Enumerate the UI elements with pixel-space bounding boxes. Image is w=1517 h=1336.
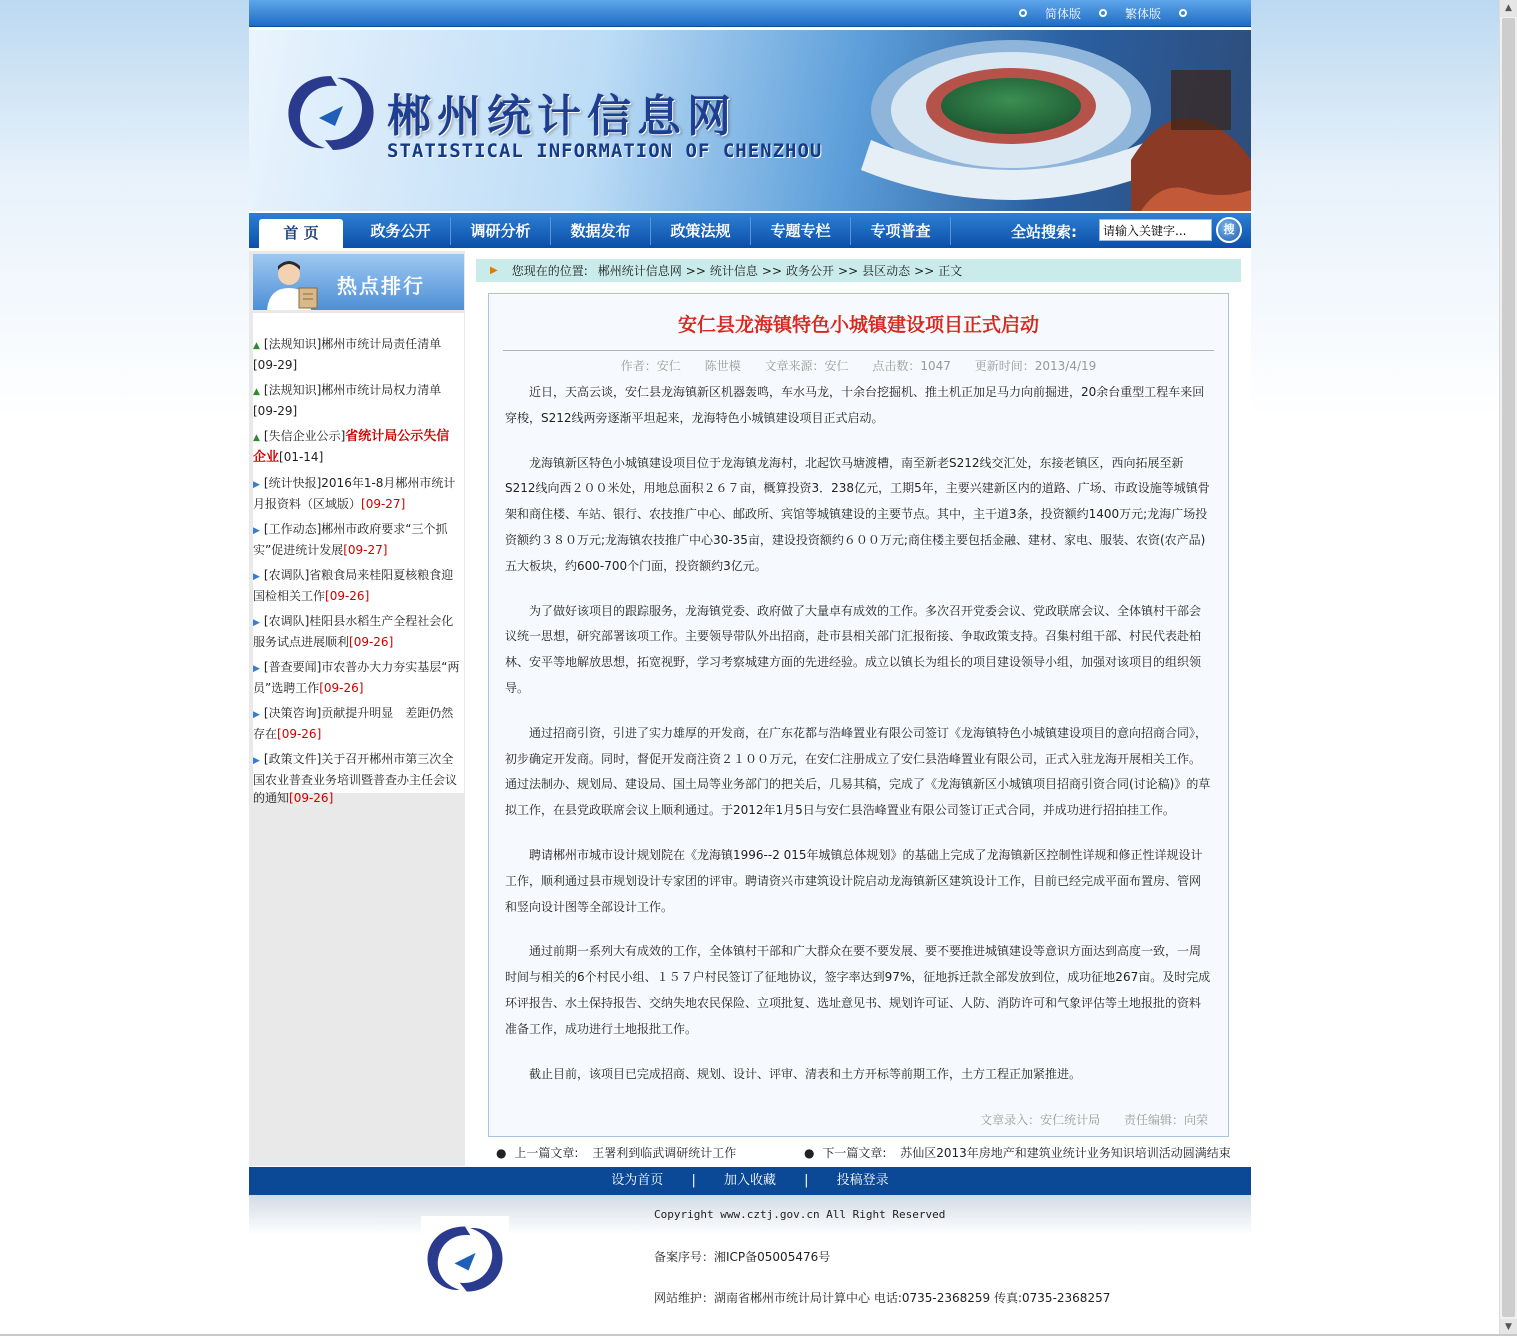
footer-logo: [421, 1216, 509, 1302]
search-input[interactable]: [1099, 219, 1212, 241]
footer-separator: |: [804, 1173, 809, 1188]
list-item[interactable]: [253, 335, 464, 374]
list-item-date: [09-26]: [319, 680, 364, 695]
prev-label: 上一篇文章:: [514, 1146, 579, 1160]
bullet-icon: [1179, 9, 1187, 17]
bullet-icon: ▶: [253, 480, 260, 490]
list-item-date: [09-26]: [349, 634, 394, 649]
next-article-link[interactable]: 苏仙区2013年房地产和建筑业统计业务知识培训活动圆满结束: [900, 1146, 1231, 1160]
article-paragraph: 近日，天高云谈，安仁县龙海镇新区机器轰鸣，车水马龙，十余台挖掘机、推土机正加足马力向前掘进，20余台重型工程车来回穿梭，S212线两旁逐渐平坦起来，龙海特色小城镇建设项目正式启动。: [505, 385, 1205, 425]
footer: [249, 1195, 1251, 1318]
scroll-down-icon[interactable]: ▼: [1500, 1319, 1517, 1336]
sidebar-title: 热点排行: [337, 274, 425, 298]
article-paragraph: 截止目前，该项目已完成招商、规划、设计、评审、清表和土方开标等前期工作，土方工程正加紧推进。: [529, 1066, 1082, 1081]
sidebar: [249, 251, 465, 1166]
bullet-icon: ▶: [253, 526, 260, 536]
list-item-title[interactable]: [法规知识]郴州市统计局权力清单: [263, 383, 442, 397]
breadcrumb: [476, 259, 1241, 282]
page: [249, 0, 1251, 1318]
traditional-chinese-link[interactable]: 繁体版: [1124, 6, 1161, 21]
stadium-image: [831, 30, 1251, 211]
bullet-icon: ●: [496, 1146, 507, 1160]
search-button[interactable]: [1216, 217, 1242, 243]
article-paragraph: 通过前期一系列大有成效的工作，全体镇村干部和广大群众在要不要发展、要不要推进城镇建设等意识方面达到高度一致，一周时间与相关的6个村民小组、１５７户村民签订了征地协议，签字率达到97%，征地拆迁款全部发放到位，成功征地267亩。及时完成环评报告、水土保持报告、交纳失地农民保险、立项批复、选址意见书、规划许可证、人防、消防许可和气象评估等土地报批的资料准备工作，成功进行土地报批工作。: [505, 944, 1211, 1036]
breadcrumb-item-county[interactable]: 县区动态: [862, 264, 911, 278]
list-item-title[interactable]: [法规知识]郴州市统计局责任清单: [263, 337, 442, 351]
bullet-icon: ▶: [253, 664, 260, 674]
footer-links: [249, 1167, 1251, 1195]
article-paragraph: 通过招商引资，引进了实力雄厚的开发商，在广东花都与浩峰置业有限公司签订《龙海镇特色小城镇建设项目的意向招商合同》，初步确定开发商。同时，督促开发商注资２１００万元，在安仁注册成立了安仁县浩峰置业有限公司，正式入驻龙海开展相关工作。通过法制办、规划局、建设局、国土局等业务部门的把关后，几易其稿，完成了《龙海镇新区小城镇项目招商引资合同(讨论稿)》的草拟工作，在县党政联席会议上顺利通过。于2012年1月5日与安仁县浩峰置业有限公司签订正式合同，并成功进行招拍挂工作。: [505, 725, 1211, 818]
breadcrumb-item-home[interactable]: 郴州统计信息网: [597, 264, 682, 278]
list-item-date: [01-14]: [279, 449, 324, 464]
bullet-icon: ▶: [253, 710, 260, 720]
list-item-date: [09-26]: [289, 791, 334, 805]
article-paragraph: 龙海镇新区特色小城镇建设项目位于龙海镇龙海村，北起饮马塘渡槽，南至新老S212线交汇处，东接老镇区，西向拓展至新S212线向西２００米处，用地总面积２６７亩，概算投资3．238亿元，工期5年，主要兴建新区内的道路、广场、市政设施等城镇骨架和商住楼、车站、银行、农技推广中心、邮政所、宾馆等城镇建设的主要节点。其中，主干道3条，投资额约1400万元;龙海广场投资额约３８０万元;龙海镇农技推广中心30-35亩，建设投资额约６００万元;商住楼主要包括金融、建材、家电、服装、农资(农产品)五大板块，约600-700个门面，投资额约3亿元。: [505, 455, 1210, 573]
site-banner: [249, 30, 1251, 211]
list-item-title[interactable]: [统计快报]2016年1-8月郴州市统计月报资料（区域版）: [253, 476, 456, 511]
list-item[interactable]: [253, 474, 464, 513]
prev-article-link[interactable]: 王署利到临武调研统计工作: [592, 1146, 737, 1160]
submit-login-link[interactable]: 投稿登录: [836, 1173, 889, 1188]
list-item-date: [09-26]: [277, 726, 322, 741]
bullet-icon: ▲: [253, 341, 260, 351]
article-title: 安仁县龙海镇特色小城镇建设项目正式启动: [677, 314, 1039, 336]
article-signature: [960, 1111, 1208, 1128]
list-item-title[interactable]: [农调队]省粮食局来桂阳夏核粮食迎国检相关工作: [253, 568, 454, 603]
set-homepage-link[interactable]: 设为首页: [611, 1173, 664, 1188]
nav-data-release[interactable]: 数据发布: [551, 217, 651, 245]
article-paragraph: 聘请郴州市城市设计规划院在《龙海镇1996--2 015年城镇总体规划》的基础上完成了龙海镇新区控制性详规和修正性详规设计工作，顺利通过县市规划设计专家团的评审。聘请资兴市建筑设计院启动龙海镇新区建筑设计工作，目前已经完成平面布置房、管网和竖向设计图等全部设计工作。: [505, 847, 1203, 914]
list-item-title[interactable]: [农调队]桂阳县水稻生产全程社会化服务试点进展顺利: [253, 614, 454, 649]
article-updated: 更新时间：2013/4/19: [974, 359, 1097, 373]
list-item[interactable]: [253, 427, 464, 467]
breadcrumb-item-current: 正文: [938, 264, 963, 278]
nav-special-topics[interactable]: 专题专栏: [751, 217, 851, 245]
top-bar: [249, 0, 1251, 27]
bullet-icon: ▶: [253, 756, 260, 766]
site-maintainer: 网站维护：湖南省郴州市统计局计算中心 电话:0735-2368259 传真:0735-2368257: [654, 1291, 1111, 1305]
list-item[interactable]: [253, 612, 464, 651]
logo-mark: [421, 1216, 509, 1302]
list-item[interactable]: [253, 750, 464, 808]
list-item-date: [09-26]: [325, 588, 370, 603]
article-author: 作者：安仁 陈世模: [620, 359, 741, 373]
bullet-icon: [1019, 9, 1027, 17]
scroll-up-icon[interactable]: ▲: [1500, 0, 1517, 17]
list-item-title[interactable]: [决策咨询]贡献提升明显 差距仍然存在: [253, 706, 454, 741]
add-favorite-link[interactable]: 加入收藏: [723, 1173, 776, 1188]
article-entry: 文章录入：安仁统计局: [980, 1113, 1101, 1127]
list-item-title[interactable]: [政策文件]关于召开郴州市第三次全国农业普查业务培训暨普查办主任会议的通知: [253, 752, 458, 805]
list-item-title[interactable]: 省统计局公示失信企业: [253, 429, 450, 465]
main-nav: [249, 213, 1251, 248]
list-item-title[interactable]: [普查要闻]市农普办大力夯实基层“两员”选聘工作: [253, 660, 460, 695]
list-item-date: [09-29]: [253, 403, 298, 418]
prev-article: [496, 1144, 736, 1161]
article-paragraph: 为了做好该项目的跟踪服务，龙海镇党委、政府做了大量卓有成效的工作。多次召开党委会议、党政联席会议、全体镇村干部会议统一思想，研究部署该项工作。主要领导带队外出招商，赴市县相关部门汇报衔接、争取政策支持。召集村组干部、村民代表赴柏林、安平等地解放思想，拓宽视野，学习考察城建方面的先进经验。成立以镇长为组长的项目建设领导小组，加强对该项目的组织领导。: [505, 603, 1202, 695]
list-item[interactable]: [253, 658, 464, 697]
bullet-icon: ●: [804, 1146, 815, 1160]
avatar-icon: [259, 258, 325, 310]
breadcrumb-label: 您现在的位置:: [511, 264, 588, 278]
article-editor: 责任编辑：向荣: [1123, 1113, 1208, 1127]
breadcrumb-separator: >>: [761, 263, 782, 278]
vertical-scrollbar[interactable]: [1499, 0, 1517, 1336]
divider: [503, 350, 1214, 351]
list-item-date: [09-27]: [343, 542, 388, 557]
bullet-icon: ▲: [253, 387, 260, 397]
bullet-icon: ▲: [253, 433, 260, 443]
search-icon: 搜: [1223, 223, 1235, 236]
breadcrumb-separator: >>: [838, 263, 859, 278]
article-clicks: 点击数：1047: [872, 359, 951, 373]
list-item-title[interactable]: [工作动态]郴州市政府要求“三个抓实”促进统计发展: [253, 522, 448, 557]
bullet-icon: ▶: [253, 572, 260, 582]
list-item-category[interactable]: [失信企业公示]: [263, 429, 346, 443]
site-title: 郴州统计信息网: [387, 91, 737, 142]
hot-list: [253, 313, 464, 805]
nav-census[interactable]: 专项普查: [851, 217, 951, 245]
scrollbar-thumb[interactable]: [1502, 18, 1515, 1317]
search-label: 全站搜索:: [1011, 223, 1077, 241]
list-item[interactable]: [253, 520, 464, 559]
list-item[interactable]: [253, 704, 464, 743]
bullet-icon: ▶: [253, 618, 260, 628]
breadcrumb-item-gov[interactable]: 政务公开: [786, 264, 835, 278]
next-article: [804, 1144, 1231, 1161]
article-meta: [489, 357, 1228, 374]
nav-gov-affairs[interactable]: 政务公开: [351, 217, 451, 245]
next-label: 下一篇文章:: [822, 1146, 887, 1160]
list-item[interactable]: [253, 566, 464, 605]
nav-policy[interactable]: 政策法规: [651, 217, 751, 245]
nav-research[interactable]: 调研分析: [451, 217, 551, 245]
list-item-date: [09-29]: [253, 357, 298, 372]
logo-mark[interactable]: [281, 68, 381, 158]
breadcrumb-separator: >>: [685, 263, 706, 278]
list-item-date: [09-27]: [361, 496, 406, 511]
footer-separator: |: [691, 1173, 696, 1188]
copyright: Copyright www.cztj.gov.cn All Right Reserved: [654, 1208, 946, 1221]
simplified-chinese-link[interactable]: 简体版: [1044, 6, 1081, 21]
breadcrumb-separator: >>: [914, 263, 935, 278]
bullet-icon: [1099, 9, 1107, 17]
article: [488, 293, 1229, 1137]
list-item[interactable]: [253, 381, 464, 420]
article-body: [489, 374, 1228, 1087]
icp-record: 备案序号：湘ICP备05005476号: [654, 1250, 831, 1264]
arrow-icon: ▶: [490, 265, 498, 276]
site-subtitle: STATISTICAL INFORMATION OF CHENZHOU: [387, 140, 823, 162]
nav-home[interactable]: 首 页: [259, 219, 343, 248]
article-source: 文章来源：安仁: [764, 359, 849, 373]
sidebar-header: [253, 254, 464, 310]
breadcrumb-item-stats[interactable]: 统计信息: [709, 264, 758, 278]
